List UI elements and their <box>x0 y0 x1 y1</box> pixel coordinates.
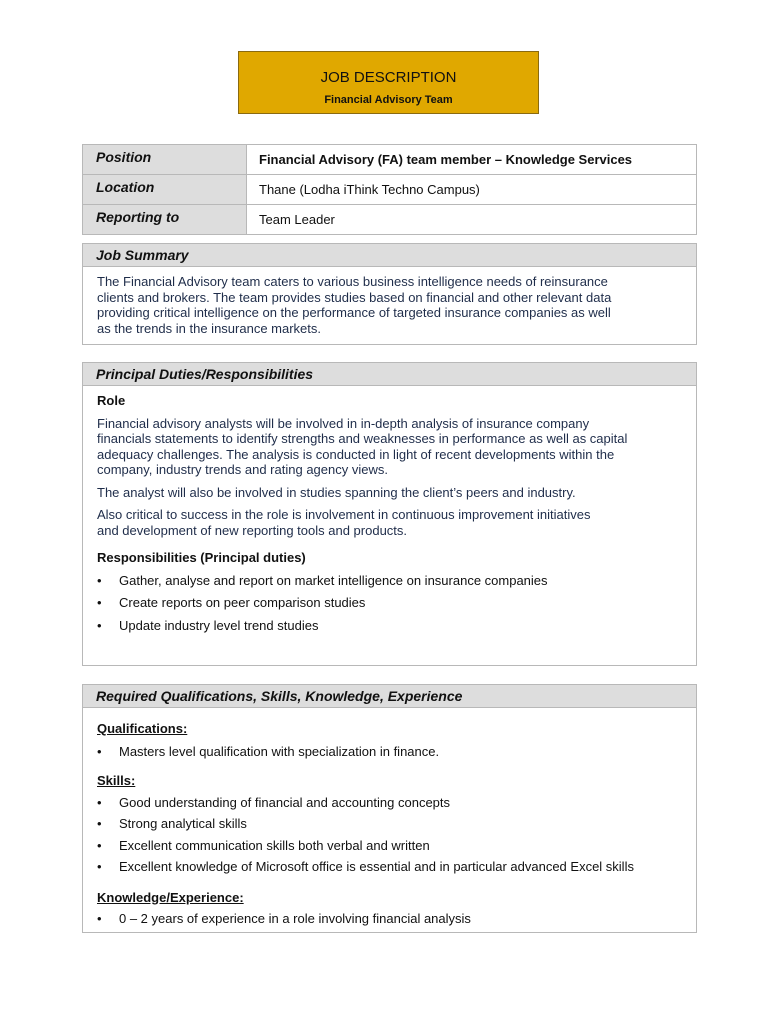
location-row <box>83 175 697 205</box>
role-paragraph-line: Financial advisory analysts will be involved in in-depth analysis of insurance company <box>97 415 590 431</box>
principal-duties-section <box>82 362 697 666</box>
role-paragraph-line: and development of new reporting tools and products. <box>97 522 408 538</box>
role-paragraph-line: Also critical to success in the role is involvement in continuous improvement initiatives <box>97 507 591 522</box>
header-title: JOB DESCRIPTION <box>320 69 457 86</box>
list-item: • Strong analytical skills <box>97 816 682 832</box>
skills-subheading: Skills: <box>97 773 136 788</box>
role-paragraph-2: The analyst will also be involved in studies spanning the client’s peers and industry. <box>97 484 576 500</box>
summary-line: The Financial Advisory team caters to various business intelligence needs of reinsurance <box>97 274 608 289</box>
header-subtitle: Financial Advisory Team <box>324 94 453 106</box>
job-info-table <box>82 144 697 235</box>
list-item: • 0 – 2 years of experience in a role involving financial analysis <box>97 911 682 927</box>
responsibilities-list <box>97 573 682 634</box>
qualifications-heading: Required Qualifications, Skills, Knowledge, Experience <box>83 685 696 708</box>
job-summary-section <box>82 243 697 345</box>
job-summary-heading: Job Summary <box>83 244 696 267</box>
role-paragraph-line: adequacy challenges. The analysis is conducted in light of recent developments within the <box>97 446 615 462</box>
skills-list <box>97 795 682 875</box>
list-item: • Excellent communication skills both verbal and written <box>97 838 682 854</box>
qualifications-subheading: Qualifications: <box>97 721 188 736</box>
list-item: • Gather, analyse and report on market intelligence on insurance companies <box>97 573 682 589</box>
job-description-header <box>238 51 539 114</box>
position-label: Position <box>83 145 247 175</box>
summary-line: as the trends in the insurance markets. <box>97 320 322 336</box>
list-item: • Masters level qualification with specialization in finance. <box>97 744 682 760</box>
reporting-label: Reporting to <box>83 205 247 235</box>
experience-subheading: Knowledge/Experience: <box>97 889 244 905</box>
list-item: • Create reports on peer comparison studies <box>97 595 682 611</box>
list-item: • Update industry level trend studies <box>97 618 682 634</box>
role-heading: Role <box>97 393 126 408</box>
summary-line: clients and brokers. The team provides studies based on financial and other relevant data <box>97 289 612 305</box>
reporting-value: Team Leader <box>247 205 697 235</box>
principal-duties-heading: Principal Duties/Responsibilities <box>83 363 696 386</box>
role-paragraph-line: financials statements to identify strengths and weaknesses in performance as well as capital <box>97 431 628 446</box>
role-paragraph-line: company, industry trends and rating agency views. <box>97 462 388 477</box>
experience-list <box>97 911 682 927</box>
qualifications-section <box>82 684 697 933</box>
list-item: • Excellent knowledge of Microsoft office is essential and in particular advanced Excel skills <box>97 859 682 875</box>
responsibilities-heading: Responsibilities (Principal duties) <box>97 550 306 565</box>
location-value: Thane (Lodha iThink Techno Campus) <box>247 175 697 205</box>
location-label: Location <box>83 175 247 205</box>
position-value: Financial Advisory (FA) team member – Knowledge Services <box>247 145 697 175</box>
list-item: • Good understanding of financial and accounting concepts <box>97 795 682 811</box>
summary-line: providing critical intelligence on the performance of targeted insurance companies as well <box>97 305 611 320</box>
position-row <box>83 145 697 175</box>
qualifications-list <box>97 744 682 760</box>
reporting-row <box>83 205 697 235</box>
